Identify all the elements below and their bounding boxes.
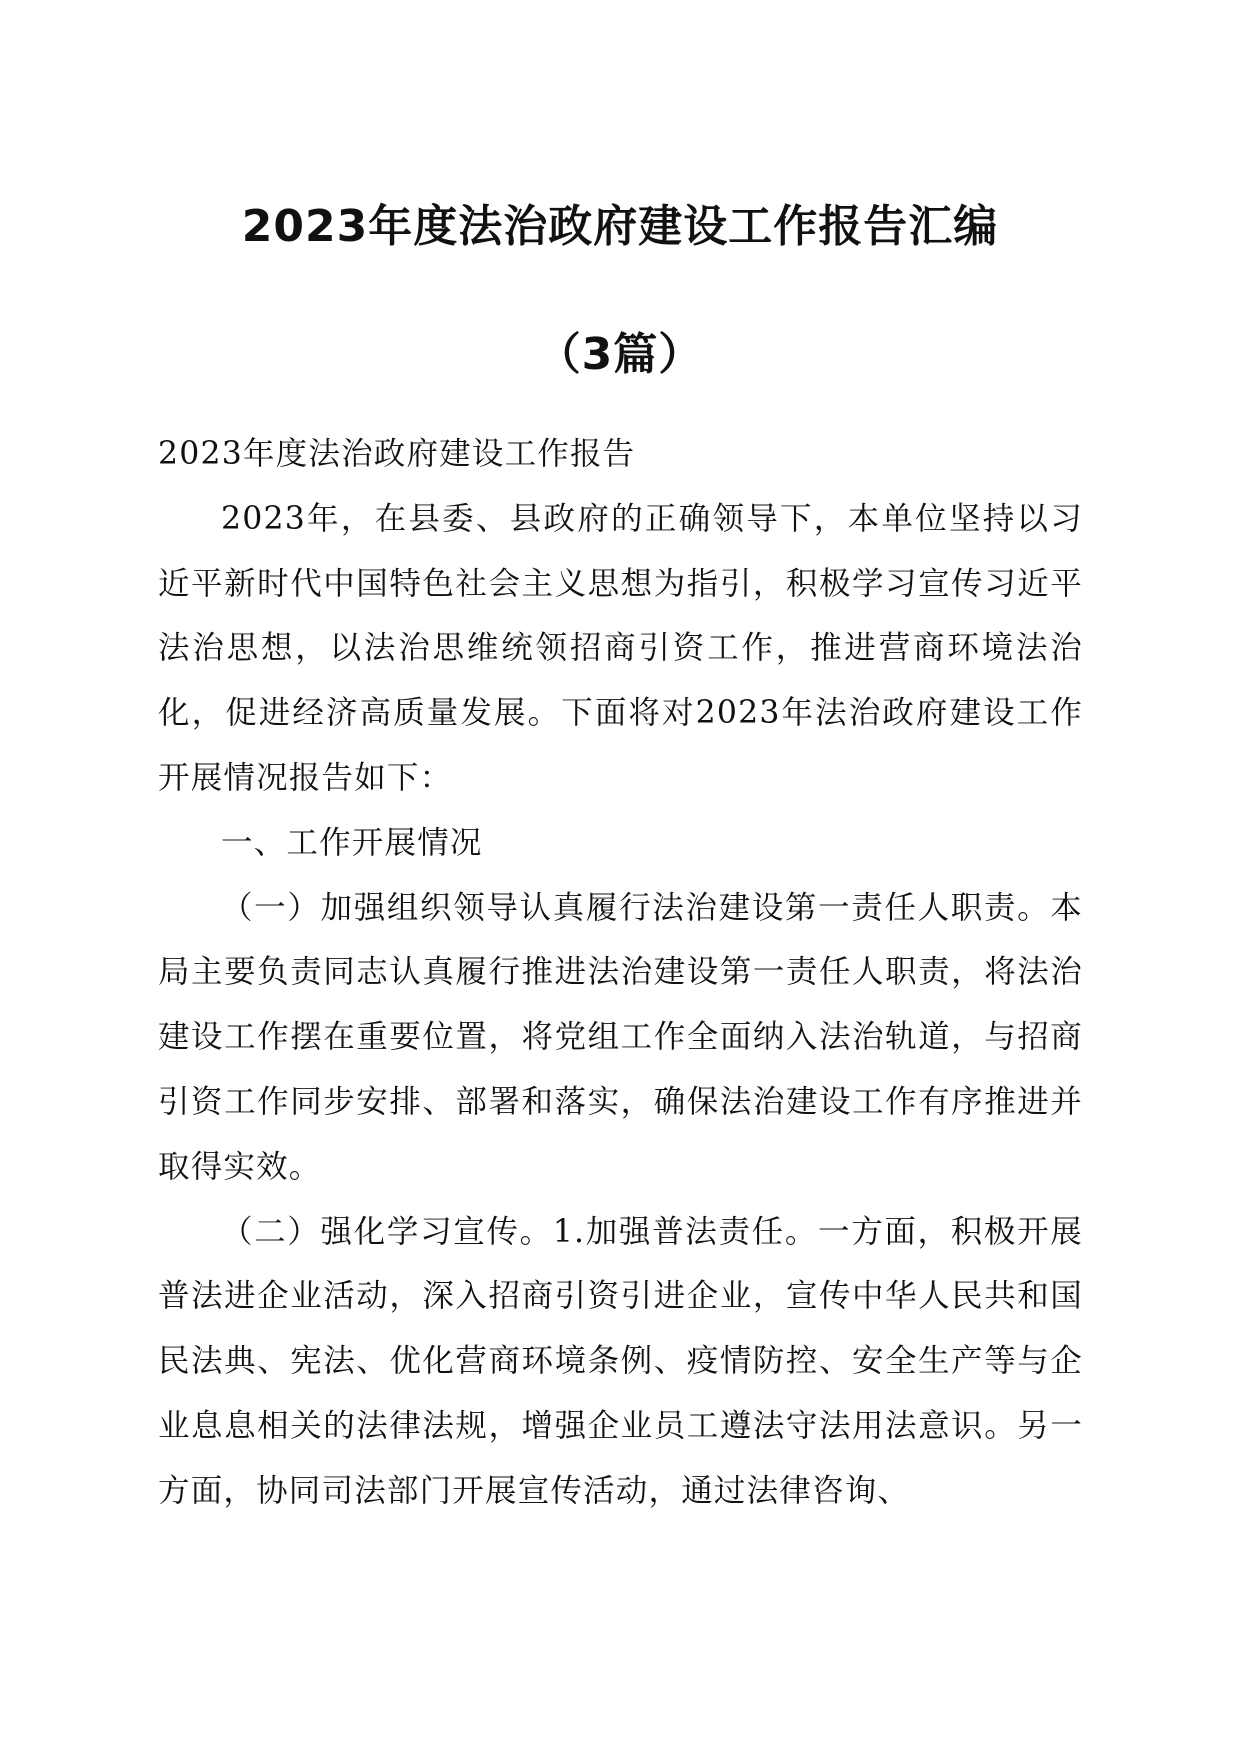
section-heading: 一、工作开展情况: [221, 824, 483, 861]
document-title-count: （3篇）: [536, 329, 704, 380]
report-subtitle: 2023年度法治政府建设工作报告: [158, 436, 636, 472]
paragraph-publicity: （二）强化学习宣传。1.加强普法责任。一方面，积极开展普法进企业活动，深入招商引资引进企业，宣传中华人民共和国民法典、宪法、优化营商环境条例、疫情防控、安全生产等与企业息息相关的法律法规，增强企业员工遵法守法用法意识。另一方面，协同司法部门开展宣传活动，通过法律咨询、: [158, 1213, 1083, 1509]
document-body: [158, 422, 1083, 1524]
paragraph-intro: 2023年，在县委、县政府的正确领导下，本单位坚持以习近平新时代中国特色社会主义思想为指引，积极学习宣传习近平法治思想，以法治思维统领招商引资工作，推进营商环境法治化，促进经济高质量发展。下面将对2023年法治政府建设工作开展情况报告如下：: [158, 500, 1083, 796]
paragraph-leadership: （一）加强组织领导认真履行法治建设第一责任人职责。本局主要负责同志认真履行推进法治建设第一责任人职责，将法治建设工作摆在重要位置，将党组工作全面纳入法治轨道，与招商引资工作同步安排、部署和落实，确保法治建设工作有序推进并取得实效。: [158, 889, 1083, 1185]
document-title: 2023年度法治政府建设工作报告汇编: [241, 201, 999, 252]
